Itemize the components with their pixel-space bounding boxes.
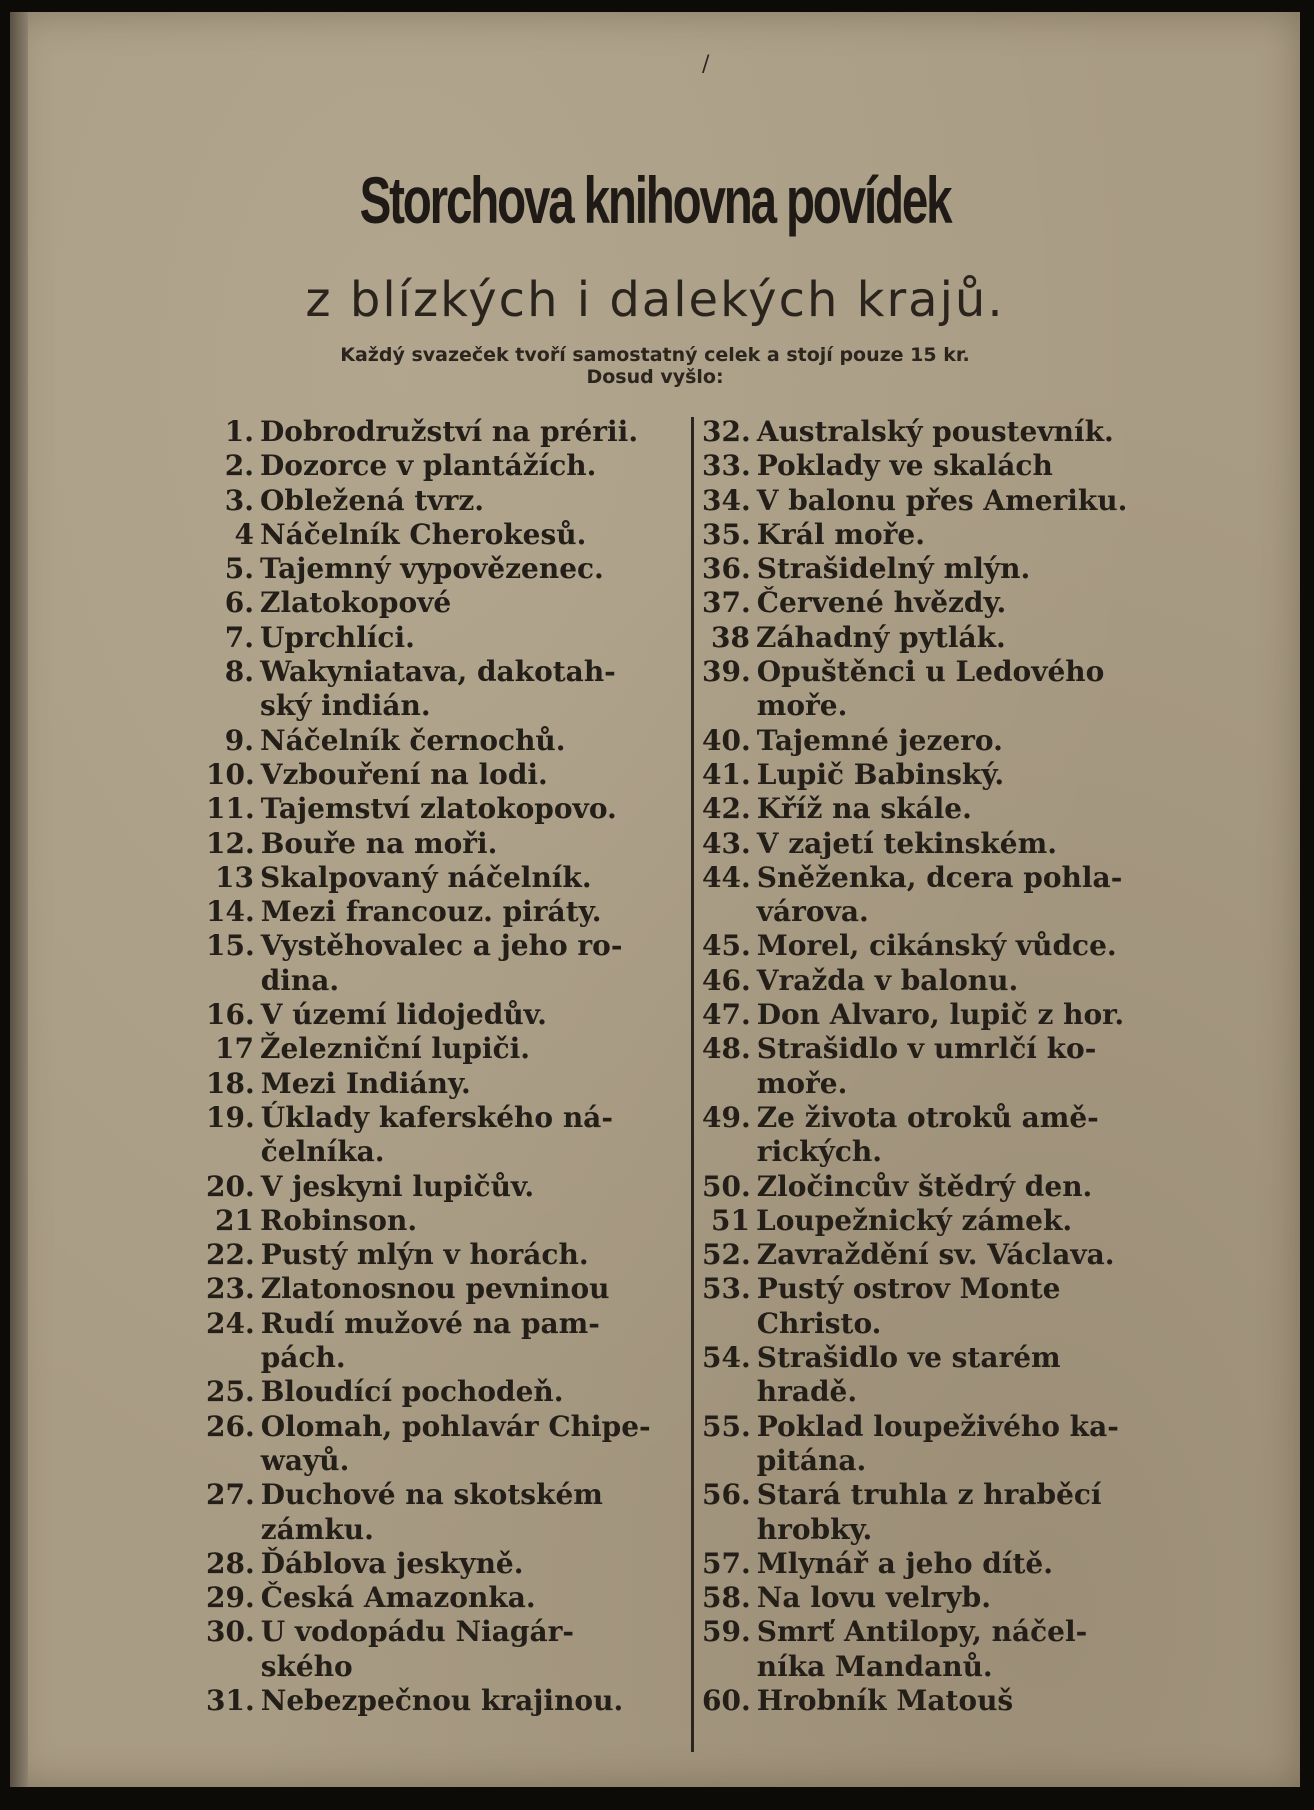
book-title: Bloudící pochodeň. [260,1375,564,1409]
book-entry [206,1101,676,1170]
book-title: Vystěhovalec a jeho ro- dina. [260,929,623,997]
book-title: Australský poustevník. [756,415,1114,448]
book-number: 57. [702,1546,751,1580]
book-number: 36. [702,552,751,586]
book-entry [702,861,1177,930]
book-number: 15. [206,929,255,963]
book-title: V balonu přes Ameriku. [756,483,1128,517]
book-entry [702,1238,1177,1272]
book-number: 28. [206,1546,255,1580]
book-number: 31. [206,1683,255,1717]
column-divider [691,417,694,1752]
book-entry [206,1375,676,1409]
book-title: Don Alvaro, lupič z hor. [756,998,1125,1032]
book-entry [206,895,676,929]
book-number: 33. [702,449,751,483]
book-entry [702,1615,1177,1684]
book-title: Tajemný vypovězenec. [260,552,604,586]
book-title: Lupič Babinský. [756,757,1005,791]
book-title: Poklad loupeživého ka- pitána. [756,1409,1119,1477]
book-number: 12. [206,826,255,860]
book-title: V území lidojedův. [260,998,547,1032]
published-note: Dosud vyšlo: [586,366,724,388]
book-title: Pustý mlýn v horách. [260,1238,589,1272]
book-number: 22. [206,1238,255,1272]
book-entry [206,861,676,895]
book-number: 16. [206,998,255,1032]
book-title: Strašidlo v umrlčí ko- moře. [756,1032,1097,1100]
book-title: Skalpovaný náčelník. [260,860,592,894]
book-entry [206,1067,676,1101]
book-number: 23. [206,1272,255,1306]
book-number: 2. [224,449,254,483]
book-entry [206,1410,676,1479]
book-entry [206,827,676,861]
book-title: Smrť Antilopy, náčel- níka Mandanů. [756,1615,1088,1683]
book-title: Zlatonosnou pevninou [260,1272,610,1306]
book-number: 51 [711,1203,750,1237]
book-entry [206,1547,676,1581]
book-number: 25. [206,1375,255,1409]
book-title: Strašidelný mlýn. [756,552,1031,586]
book-title: Zločincův štědrý den. [756,1169,1093,1203]
book-title: Sněženka, dcera pohla- várova. [756,860,1123,929]
book-title: Obležená tvrz. [260,483,484,517]
book-number: 32. [702,415,751,448]
book-number: 21 [215,1203,254,1237]
book-title: Olomah, pohlavár Chipe- wayů. [260,1409,651,1477]
book-entry [702,1341,1177,1410]
book-number: 48. [702,1032,751,1066]
book-title: Uprchlíci. [260,620,415,654]
book-title: Na lovu velryb. [756,1581,991,1615]
book-number: 4 [234,517,254,551]
book-title: Kříž na skále. [756,792,972,826]
book-number: 8. [224,655,254,689]
book-title: Opuštěnci u Ledového moře. [756,655,1105,723]
book-title: Vražda v balonu. [756,963,1019,997]
book-entry [206,998,676,1032]
book-number: 30. [206,1615,255,1649]
book-entry [702,964,1177,998]
book-title: Nebezpečnou krajinou. [260,1683,624,1717]
book-number: 11. [206,792,255,826]
book-title: V jeskyni lupičův. [260,1169,535,1203]
book-title: Ďáblova jeskyně. [260,1546,524,1580]
book-entry [702,586,1177,620]
book-number: 35. [702,517,751,551]
book-title: Bouře na moři. [260,826,498,860]
book-number: 43. [702,826,751,860]
book-entry [206,724,676,758]
book-entry [702,758,1177,792]
book-number: 53. [702,1272,751,1306]
book-entry [206,621,676,655]
book-title: Poklady ve skalách [756,449,1053,483]
book-entry [206,1615,676,1684]
book-entry [206,655,676,724]
book-entry [206,1307,676,1376]
book-number: 38 [711,620,750,654]
book-title: Hrobník Matouš [756,1683,1014,1717]
book-number: 60. [702,1683,751,1717]
book-number: 54. [702,1341,751,1375]
book-number: 59. [702,1615,751,1649]
book-number: 56. [702,1478,751,1512]
book-title: Tajemství zlatokopovo. [260,792,617,826]
book-title: Rudí mužové na pam- pách. [260,1306,600,1375]
book-number: 49. [702,1100,751,1134]
book-entry [206,1238,676,1272]
book-title: Železniční lupiči. [260,1032,531,1066]
book-list-left [206,415,676,1718]
book-entry [206,1581,676,1615]
book-entry [702,655,1177,724]
book-number: 24. [206,1306,255,1340]
book-number: 46. [702,963,751,997]
book-number: 27. [206,1478,255,1512]
book-number: 26. [206,1409,255,1443]
book-title: Morel, cikánský vůdce. [756,929,1117,963]
book-number: 39. [702,655,751,689]
book-number: 19. [206,1100,255,1134]
book-title: Mezi francouz. piráty. [260,895,602,929]
page [10,12,1300,1787]
book-title: Král moře. [756,517,925,551]
book-number: 13 [215,860,254,894]
book-number: 55. [702,1409,751,1443]
book-entry [206,1684,676,1718]
book-entry [206,1032,676,1066]
book-entry [206,449,676,483]
book-entry [702,1204,1177,1238]
book-number: 7. [224,620,254,654]
book-entry [702,621,1177,655]
page-subtitle: z blízkých i dalekých krajů. [305,272,1005,328]
book-title: Loupežnický zámek. [756,1203,1073,1237]
book-entry [206,518,676,552]
book-entry [702,1272,1177,1341]
book-number: 41. [702,757,751,791]
book-title: Dobrodružství na prérii. [260,415,639,448]
price-note: Každý svazeček tvoří samostatný celek a stojí pouze 15 kr. [340,344,970,366]
book-entry [206,1170,676,1204]
book-title: Pustý ostrov Monte Christo. [756,1272,1061,1340]
book-entry [206,1478,676,1547]
book-number: 44. [702,860,751,894]
book-title: V zajetí tekinském. [756,826,1057,860]
book-entry [702,998,1177,1032]
book-entry [206,484,676,518]
book-entry [702,552,1177,586]
book-entry [206,415,676,449]
book-title: Stará truhla z hraběcí hrobky. [756,1478,1102,1546]
book-number: 29. [206,1581,255,1615]
book-title: Náčelník Cherokesů. [260,517,587,551]
book-entry [206,929,676,998]
book-title: Strašidlo ve starém hradě. [756,1341,1061,1409]
page-mark: / [702,52,710,77]
book-title: Tajemné jezero. [756,723,1003,757]
book-entry [702,1547,1177,1581]
book-title: Náčelník černochů. [260,723,566,757]
book-entry [206,792,676,826]
book-title: Úklady kaferského ná- čelníka. [260,1100,613,1169]
book-entry [702,1101,1177,1170]
book-title: Dozorce v plantážích. [260,449,597,483]
book-number: 10. [206,757,255,791]
book-number: 20. [206,1169,255,1203]
book-entry [206,758,676,792]
book-number: 3. [224,483,254,517]
book-title: Wakyniatava, dakotah- ský indián. [260,655,616,723]
page-title: Storchova knihovna povídek [359,163,951,237]
book-entry [702,1170,1177,1204]
book-title: Robinson. [260,1203,418,1237]
book-number: 42. [702,792,751,826]
book-entry [702,929,1177,963]
book-title: Záhadný pytlák. [756,620,1006,654]
book-entry [702,518,1177,552]
book-entry [702,792,1177,826]
book-number: 9. [224,723,254,757]
book-entry [702,415,1177,449]
book-title: Zavraždění sv. Václava. [756,1238,1115,1272]
book-title: Vzbouření na lodi. [260,757,548,791]
book-entry [702,1581,1177,1615]
book-title: Ze života otroků amě- rických. [756,1100,1099,1169]
book-entry [206,1204,676,1238]
book-title: Mezi Indiány. [260,1066,471,1100]
book-entry [702,449,1177,483]
book-number: 52. [702,1238,751,1272]
book-title: Červené hvězdy. [756,586,1007,620]
book-number: 6. [224,586,254,620]
book-number: 47. [702,998,751,1032]
book-entry [702,484,1177,518]
book-title: Zlatokopové [260,586,452,620]
book-entry [702,1684,1177,1718]
series-note [10,344,1300,388]
book-entry [206,586,676,620]
book-number: 17 [215,1032,254,1066]
book-number: 37. [702,586,751,620]
book-number: 45. [702,929,751,963]
book-number: 40. [702,723,751,757]
book-title: Česká Amazonka. [260,1581,536,1615]
book-title: Duchové na skotském zámku. [260,1478,603,1546]
book-entry [206,1272,676,1306]
book-entry [702,724,1177,758]
book-title: U vodopádu Niagár- ského [260,1615,574,1683]
book-entry [702,1410,1177,1479]
book-entry [702,1478,1177,1547]
book-number: 18. [206,1066,255,1100]
book-entry [702,827,1177,861]
book-entry [702,1032,1177,1101]
book-number: 14. [206,895,255,929]
book-number: 34. [702,483,751,517]
book-number: 5. [224,552,254,586]
book-entry [206,552,676,586]
book-number: 50. [702,1169,751,1203]
book-title: Mlynář a jeho dítě. [756,1546,1053,1580]
book-number: 1. [224,415,254,448]
book-number: 58. [702,1581,751,1615]
book-list-right [702,415,1177,1718]
